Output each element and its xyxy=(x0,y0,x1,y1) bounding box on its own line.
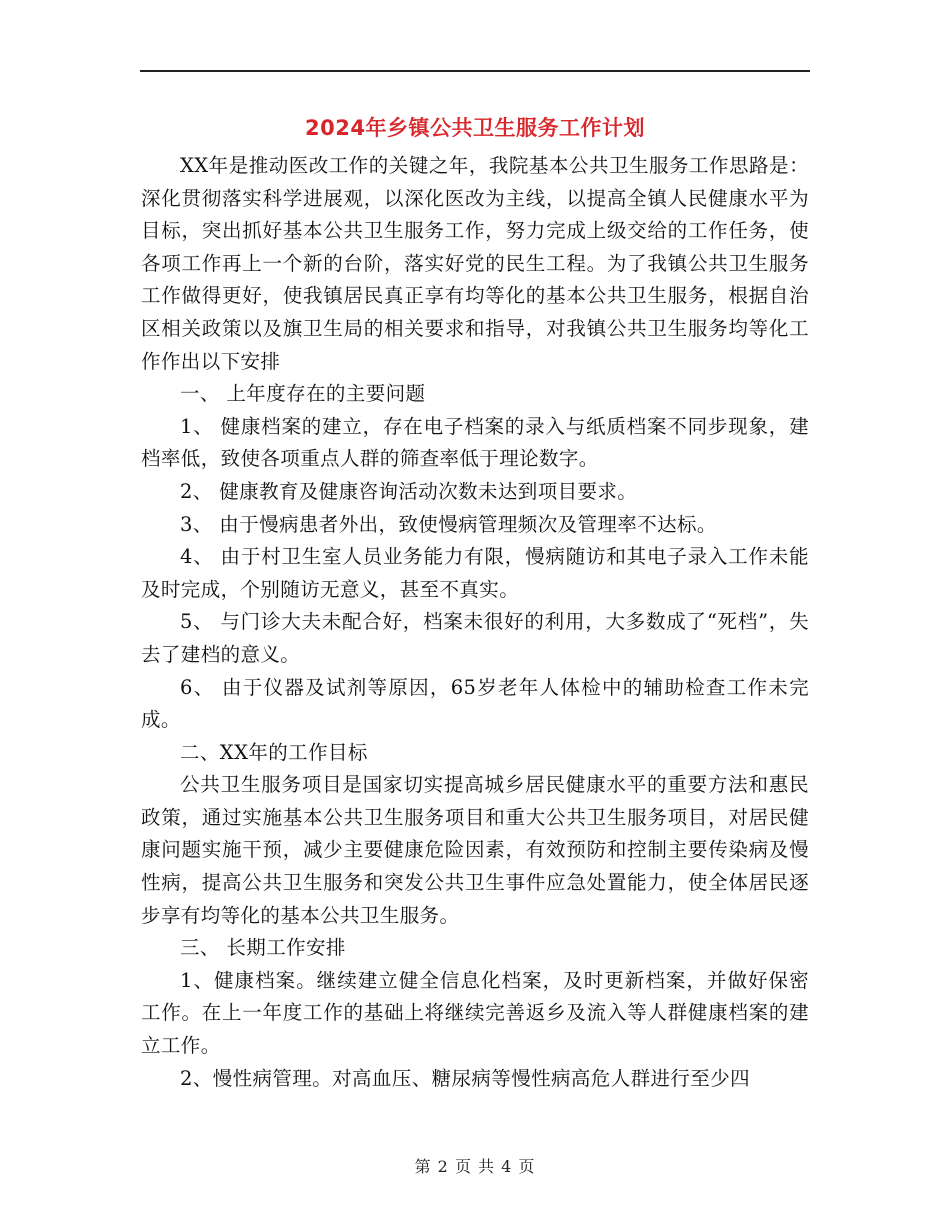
page-number: 第 2 页 共 4 页 xyxy=(414,1157,536,1176)
list-item: 4、 由于村卫生室人员业务能力有限，慢病随访和其电子录入工作未能及时完成，个别随访无意义，甚至不真实。 xyxy=(141,545,809,601)
list-item: 1、健康档案。继续建立健全信息化档案，及时更新档案，并做好保密工作。在上一年度工作的基础上将继续完善返乡及流入等人群健康档案的建立工作。 xyxy=(141,968,809,1058)
list-item: 1、 健康档案的建立，存在电子档案的录入与纸质档案不同步现象，建档率低，致使各项重点人群的筛查率低于理论数字。 xyxy=(141,414,809,471)
header-rule xyxy=(140,70,810,72)
section-heading-2: 二、XX年的工作目标 xyxy=(180,740,368,764)
paragraph-goals: 公共卫生服务项目是国家切实提高城乡居民健康水平的重要方法和惠民政策，通过实施基本公共卫生服务项目和重大公共卫生服务项目，对居民健康问题实施干预，减少主要健康危险因素，有效预防和控制主要传染病及慢性病，提高公共卫生服务和突发公共卫生事件应急处置能力，使全体居民逐步享有均等化的基本公共卫生服务。 xyxy=(141,773,809,927)
paragraph-intro: XX年是推动医改工作的关键之年，我院基本公共卫生服务工作思路是：深化贯彻落实科学进展观，以深化医改为主线，以提高全镇人民健康水平为目标，突出抓好基本公共卫生服务工作，努力完成上级交给的工作任务，使各项工作再上一个新的台阶，落实好党的民生工程。为了我镇公共卫生服务工作做得更好，使我镇居民真正享有均等化的基本公共卫生服务，根据自治区相关政策以及旗卫生局的相关要求和指导，对我镇公共卫生服务均等化工作作出以下安排 xyxy=(141,154,809,373)
list-item: 2、慢性病管理。对高血压、糖尿病等慢性病高危人群进行至少四 xyxy=(180,1066,751,1090)
list-item: 2、 健康教育及健康咨询活动次数未达到项目要求。 xyxy=(180,479,638,503)
document-title: 2024年乡镇公共卫生服务工作计划 xyxy=(305,116,645,140)
section-heading-3: 三、 长期工作安排 xyxy=(180,936,346,960)
document-body xyxy=(141,150,809,1095)
list-item: 3、 由于慢病患者外出，致使慢病管理频次及管理率不达标。 xyxy=(180,512,717,536)
list-item: 5、 与门诊大夫未配合好，档案未很好的利用，大多数成了“死档”，失去了建档的意义。 xyxy=(141,610,809,666)
list-item: 6、 由于仪器及试剂等原因，65岁老年人体检中的辅助检查工作未完成。 xyxy=(141,675,809,732)
section-heading-1: 一、 上年度存在的主要问题 xyxy=(180,382,426,406)
